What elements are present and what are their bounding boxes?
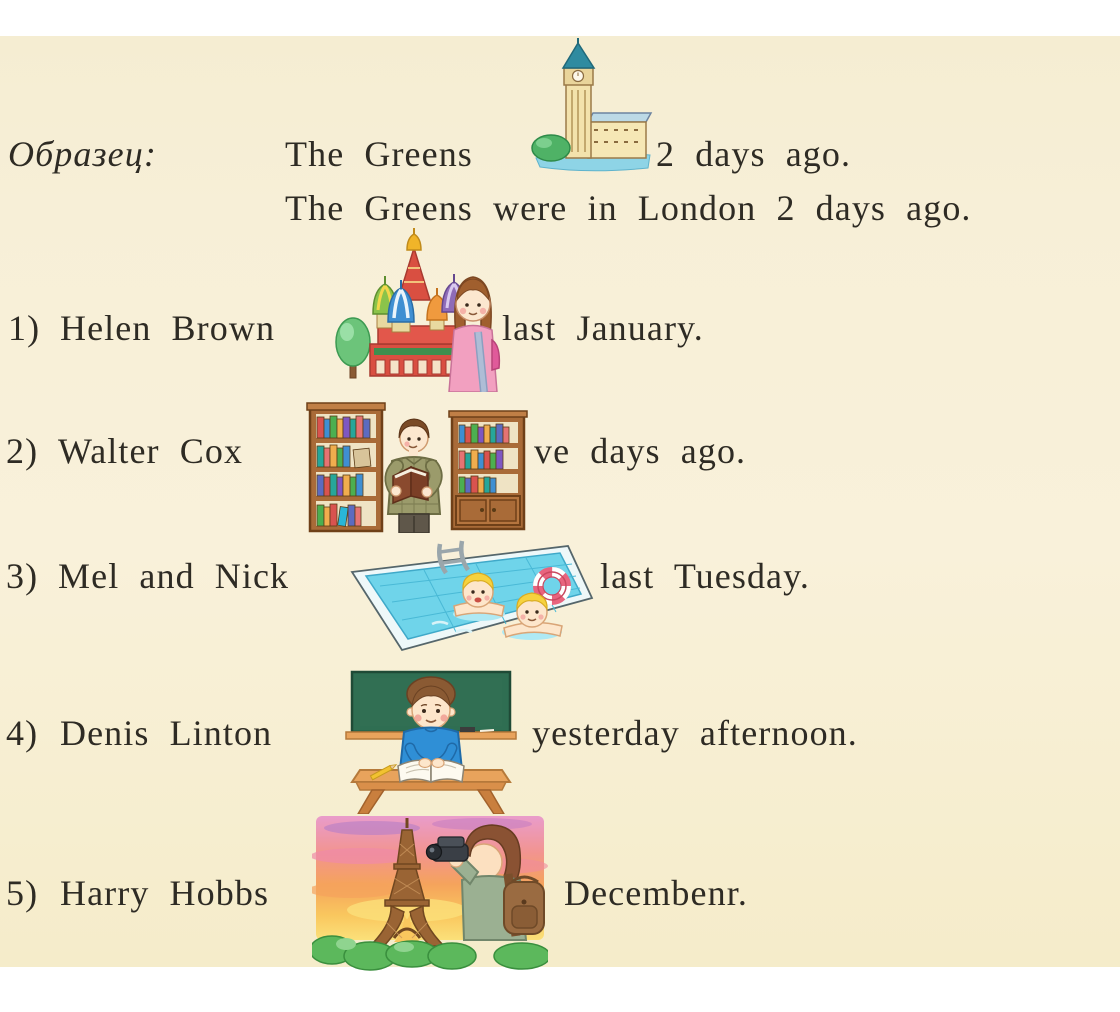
item-4-number: 4) xyxy=(6,713,39,753)
item-5-number: 5) xyxy=(6,873,39,913)
item-3-end: last Tuesday. xyxy=(600,556,810,596)
worksheet-paper xyxy=(0,36,1120,967)
example-sentence-end: 2 days ago. xyxy=(656,134,852,174)
item-4-start: Denis Linton xyxy=(60,713,273,753)
example-label: Образец: xyxy=(8,134,157,174)
eiffel-tower-tourist-illustration xyxy=(312,814,548,972)
boys-in-swimming-pool-illustration xyxy=(336,540,596,656)
big-ben-london-illustration xyxy=(528,38,656,173)
item-4-end: yesterday afternoon. xyxy=(532,713,858,753)
example-sentence-start: The Greens xyxy=(285,134,473,174)
item-2-end: ve days ago. xyxy=(534,431,747,471)
example-answer-line: The Greens were in London 2 days ago. xyxy=(285,188,972,228)
boy-at-school-desk-illustration xyxy=(330,670,532,814)
item-1-number: 1) xyxy=(8,308,41,348)
item-1-start: Helen Brown xyxy=(60,308,276,348)
library-man-reading-illustration xyxy=(306,400,528,533)
item-1-end: last January. xyxy=(502,308,704,348)
item-5-end: Decembenr. xyxy=(564,873,748,913)
st-basils-cathedral-and-girl-illustration xyxy=(326,228,501,392)
item-3-start: Mel and Nick xyxy=(58,556,290,596)
item-3-number: 3) xyxy=(6,556,39,596)
item-2-number: 2) xyxy=(6,431,39,471)
item-5-start: Harry Hobbs xyxy=(60,873,270,913)
item-2-start: Walter Cox xyxy=(58,431,244,471)
